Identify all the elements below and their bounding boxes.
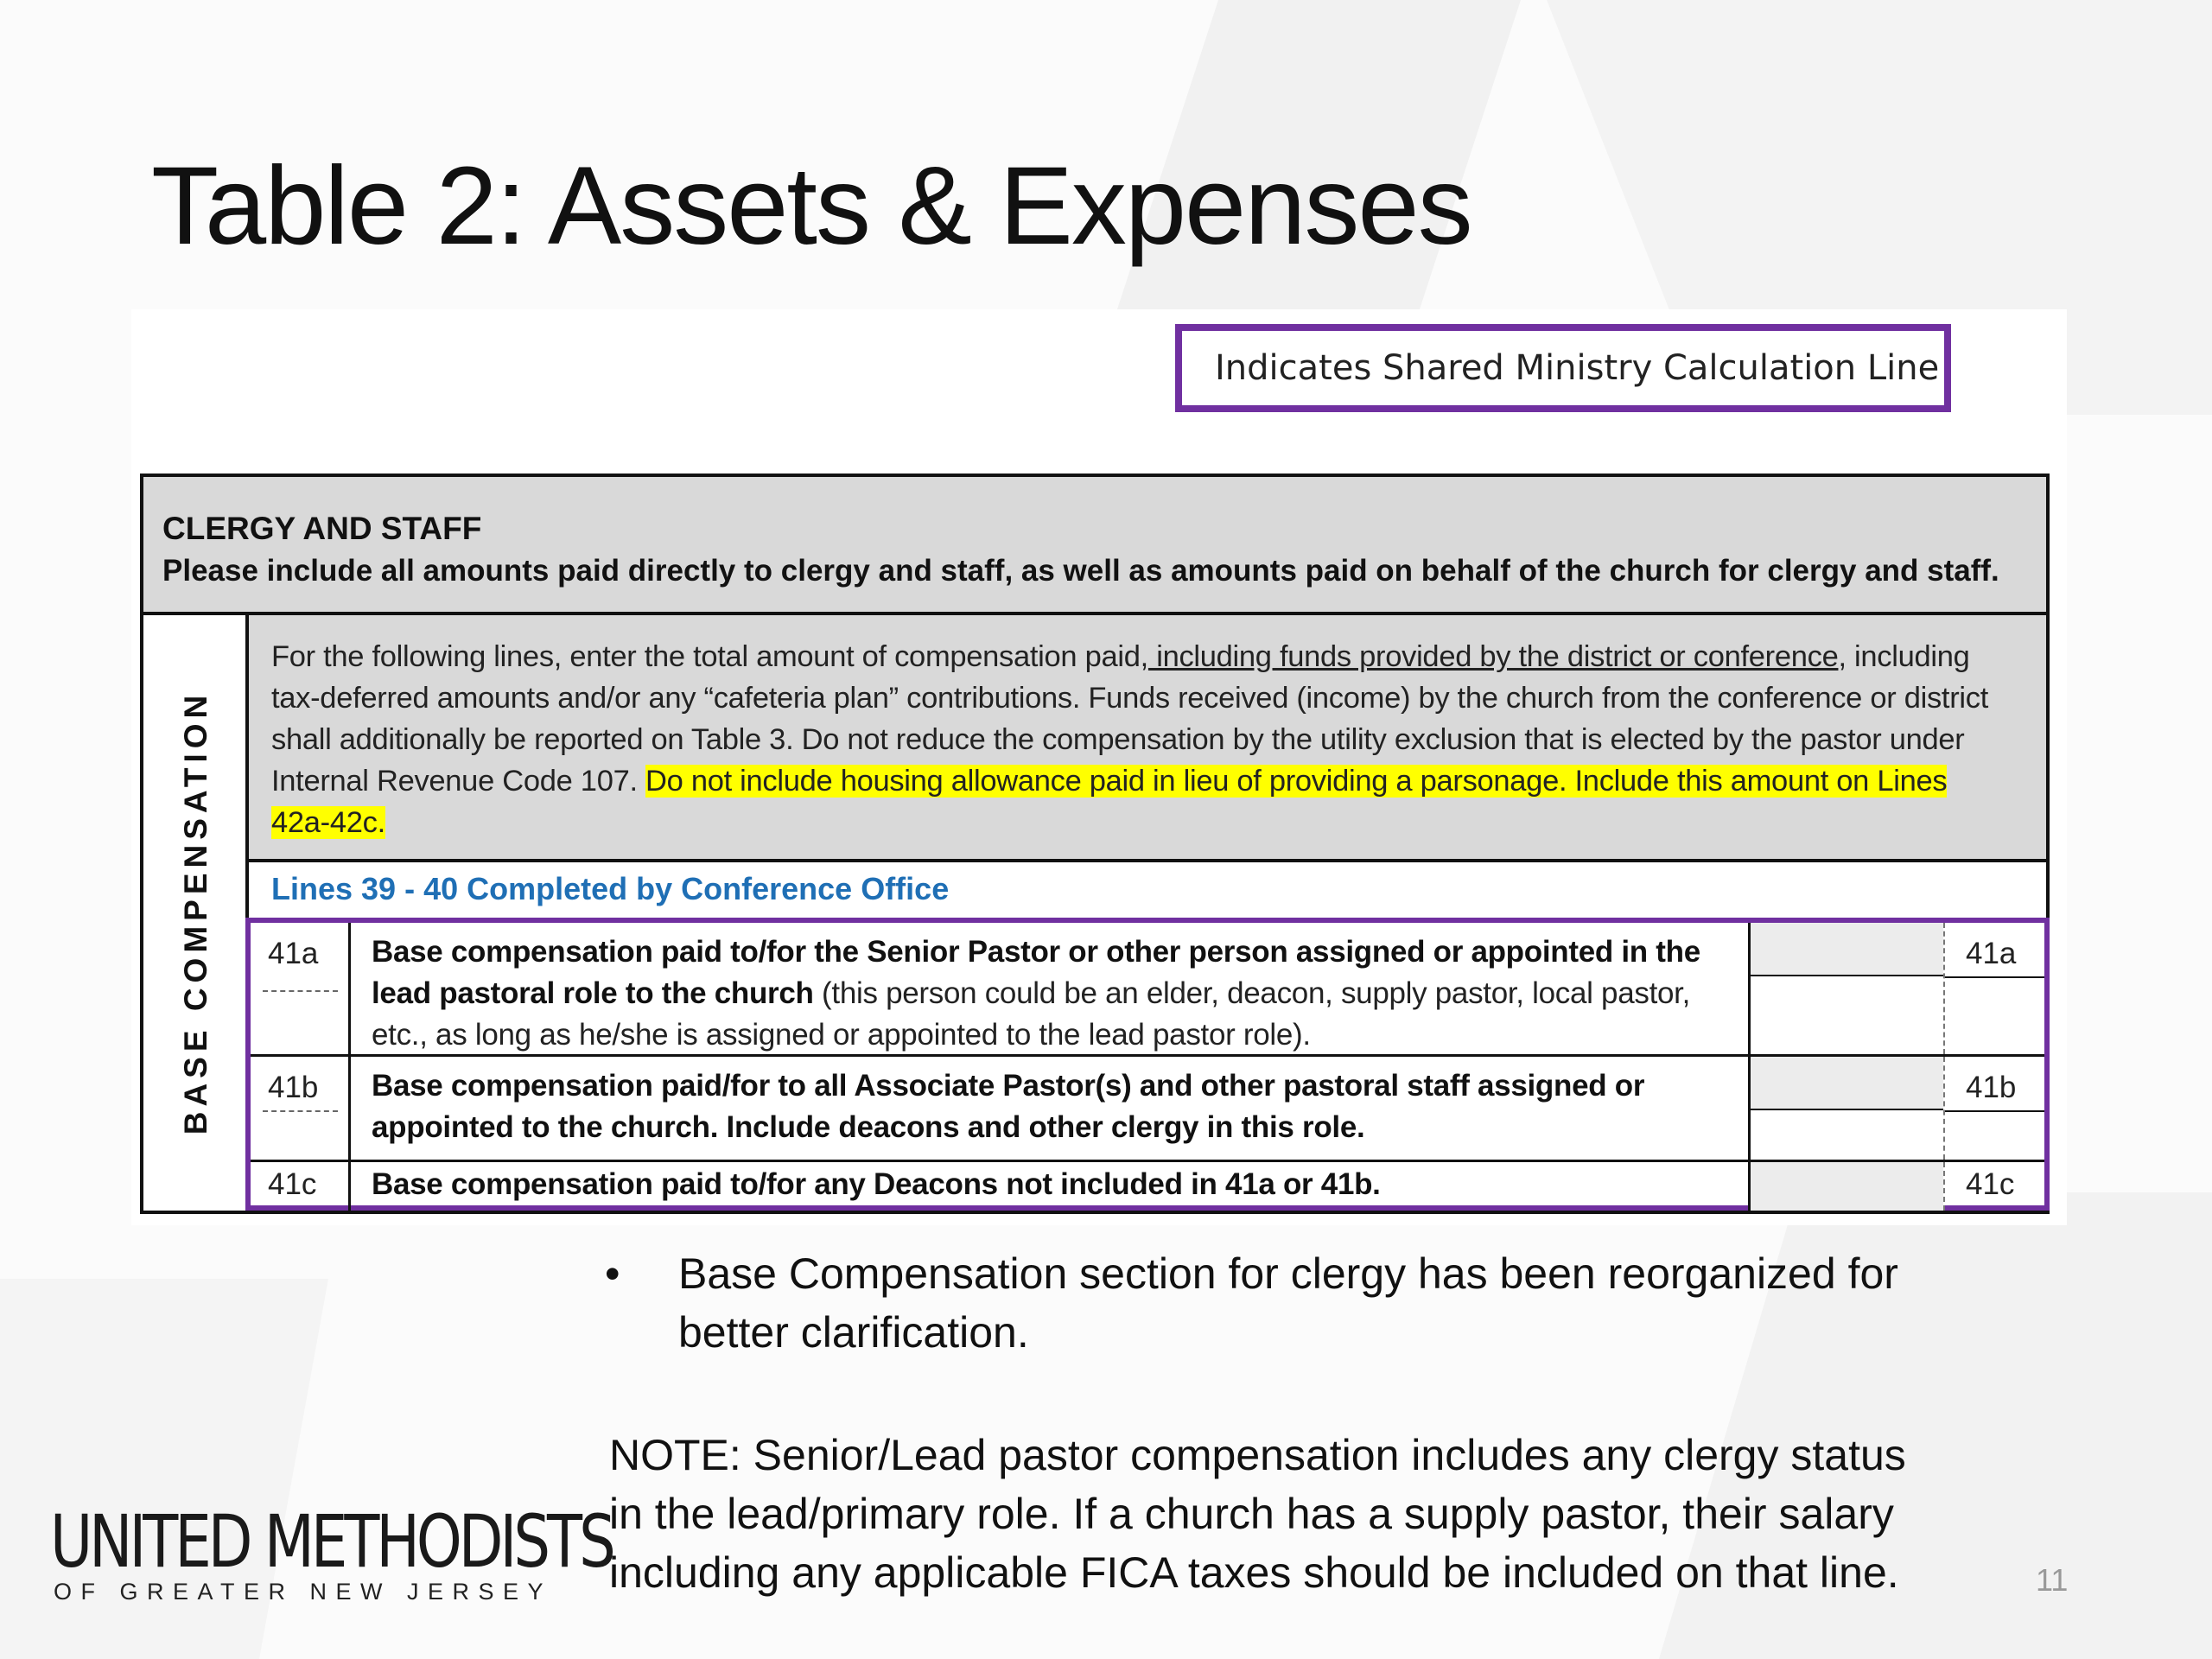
- logo: [50, 1499, 613, 1611]
- table-row: [251, 1057, 2044, 1162]
- note-paragraph: [609, 1426, 2078, 1602]
- bullet-symbol: •: [605, 1249, 620, 1298]
- intro-text: shall additionally be reported on Table 3. Do not reduce the compensation by the utility exclusion that is elected by the pastor under: [271, 723, 1965, 756]
- description-text: etc., as long as he/she is assigned or appointed to the lead pastor role).: [372, 1018, 1311, 1052]
- clergy-staff-form: [140, 474, 2050, 1214]
- intro-underlined-text: including funds provided by the district or conference: [1147, 640, 1839, 673]
- intro-highlighted-text: 42a-42c.: [271, 806, 385, 839]
- line-description: [351, 1162, 1751, 1211]
- logo-subtitle: OF GREATER NEW JERSEY: [54, 1579, 553, 1605]
- intro-text: , including: [1838, 640, 1970, 673]
- amount-input-41a[interactable]: [1751, 923, 1945, 1054]
- intro-text: For the following lines, enter the total amount of compensation paid,: [271, 640, 1148, 673]
- line-code: 41a: [1966, 937, 2017, 970]
- amount-input-41c[interactable]: [1751, 1162, 1945, 1211]
- shared-ministry-legend: [1175, 324, 1951, 412]
- description-bold: Base compensation paid to/for any Deacons not included in 41a or 41b.: [372, 1167, 1381, 1201]
- legend-label: Indicates Shared Ministry Calculation Line: [1215, 348, 1940, 388]
- note-text: NOTE: Senior/Lead pastor compensation includes any clergy status: [609, 1431, 1906, 1479]
- table-row: [251, 923, 2044, 1057]
- form-header-title: CLERGY AND STAFF: [162, 511, 482, 546]
- amount-field[interactable]: [1751, 923, 1943, 976]
- line-number: 41c: [268, 1167, 317, 1201]
- description-bold: Base compensation paid/for to all Associate Pastor(s) and other pastoral staff assigned or: [372, 1069, 1645, 1103]
- instructions-block: [249, 615, 2046, 862]
- base-compensation-side-label: [143, 615, 249, 1211]
- line-description: [351, 1057, 1751, 1160]
- line-description: [351, 923, 1751, 1054]
- dashed-divider: [263, 990, 338, 992]
- slide-title: Table 2: Assets & Expenses: [151, 144, 1471, 268]
- line-number-cell: [251, 923, 351, 1054]
- note-text: including any applicable FICA taxes should be included on that line.: [609, 1548, 1899, 1597]
- conference-office-note: Lines 39 - 40 Completed by Conference Office: [271, 871, 950, 906]
- page-number: 11: [2036, 1562, 2069, 1598]
- line-code-cell: [1945, 923, 2044, 1054]
- intro-text: tax-deferred amounts and/or any “cafeteria plan” contributions. Funds received (income) by the church from the conference or district: [271, 682, 1988, 715]
- description-bold: Base compensation paid to/for the Senior Pastor or other person assigned or appointed in the: [372, 935, 1700, 969]
- dashed-divider: [263, 1110, 338, 1112]
- line-code-cell: [1945, 1057, 2044, 1160]
- line-code-cell: [1945, 1162, 2044, 1211]
- intro-text: Internal Revenue Code 107.: [271, 765, 646, 798]
- line-code: 41c: [1966, 1167, 2015, 1201]
- table-row: [251, 1162, 2044, 1211]
- line-number-cell: [251, 1162, 351, 1211]
- line-number: 41b: [268, 1071, 319, 1104]
- cell-divider: [1945, 976, 2044, 978]
- logo-title: UNITED METHODISTS: [50, 1499, 613, 1584]
- bullet-text: better clarification.: [678, 1308, 1029, 1357]
- side-label-text: BASE COMPENSATION: [178, 690, 213, 1135]
- line-number-cell: [251, 1057, 351, 1160]
- line-code: 41b: [1966, 1071, 2017, 1104]
- description-text: (this person could be an elder, deacon, supply pastor, local pastor,: [813, 976, 1691, 1010]
- cell-divider: [1945, 1110, 2044, 1112]
- shared-ministry-rows: [245, 918, 2050, 1211]
- line-number: 41a: [268, 937, 319, 970]
- description-bold: appointed to the church. Include deacons and other clergy in this role.: [372, 1110, 1365, 1144]
- intro-highlighted-text: Do not include housing allowance paid in lieu of providing a parsonage. Include this amount on Lines: [645, 765, 1948, 798]
- bullet-text: Base Compensation section for clergy has been reorganized for: [678, 1249, 1898, 1298]
- note-text: in the lead/primary role. If a church has a supply pastor, their salary: [609, 1490, 1894, 1538]
- amount-input-41b[interactable]: [1751, 1057, 1945, 1160]
- form-header-subtitle: Please include all amounts paid directly to clergy and staff, as well as amounts paid on behalf of the church for clergy and staff.: [162, 554, 1999, 588]
- form-header: [143, 477, 2046, 615]
- amount-field[interactable]: [1751, 1162, 1943, 1211]
- amount-field[interactable]: [1751, 1057, 1943, 1110]
- description-bold: lead pastoral role to the church: [372, 976, 814, 1010]
